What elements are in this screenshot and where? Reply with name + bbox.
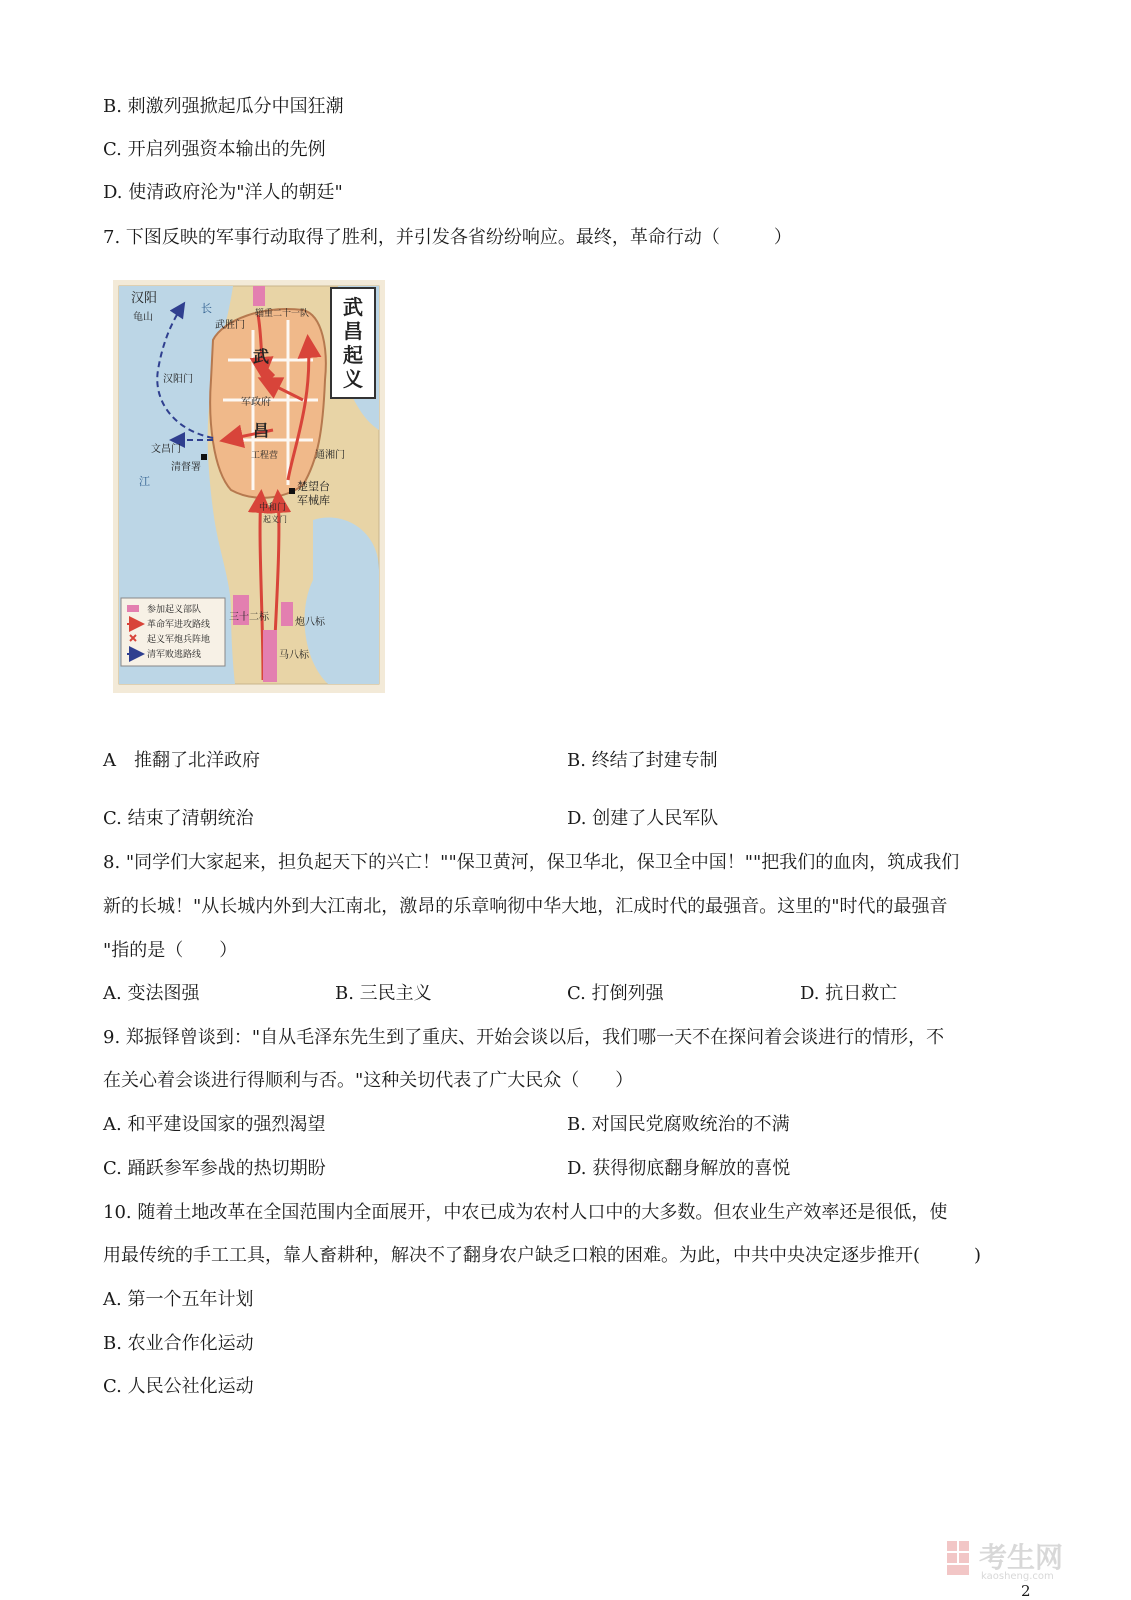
q8-line-1: 8. "同学们大家起来，担负起天下的兴亡！""保卫黄河，保卫华北，保卫全中国！""把我们的血肉，筑成我们 <box>103 852 960 873</box>
q10-line-2: 用最传统的手工工具，靠人畜耕种，解决不了翻身农户缺乏口粮的困难。为此，中共中央决定逐步推开( ) <box>103 1245 982 1266</box>
q10-line-1: 10. 随着土地改革在全国范围内全面展开，中农已成为农村人口中的大多数。但农业生产效率还是很低，使 <box>103 1202 948 1223</box>
q10-option-b: B. 农业合作化运动 <box>103 1333 254 1354</box>
kaosheng-logo-icon <box>945 1537 1115 1581</box>
label-qi-yi-men: 起义门 <box>263 515 287 524</box>
q9-option-a: A. 和平建设国家的强烈渴望 <box>103 1114 326 1135</box>
legend-item-attack-route: 革命军进攻路线 <box>147 620 211 630</box>
q8-line-3: "指的是（ ） <box>103 940 238 961</box>
q8-option-c: C. 打倒列强 <box>567 983 664 1004</box>
legend-item-artillery: 起义军炮兵阵地 <box>147 635 211 645</box>
label-hanyang-men: 汉阳门 <box>163 374 193 385</box>
q10-option-a: A. 第一个五年计划 <box>103 1289 254 1310</box>
q9-line-2: 在关心着会谈进行得顺利与否。"这种关切代表了广大民众（ ） <box>103 1070 634 1091</box>
q6-option-b: B. 刺激列强掀起瓜分中国狂潮 <box>103 96 344 117</box>
label-chang: 长 <box>201 302 212 315</box>
label-pao-ba-biao: 炮八标 <box>295 617 325 628</box>
q7-option-a: A 推翻了北洋政府 <box>103 750 260 771</box>
lake-south <box>305 517 379 684</box>
map-title-char-3: 起 <box>343 343 363 367</box>
map-title-char-2: 昌 <box>343 319 363 343</box>
q7-option-d: D. 创建了人民军队 <box>567 808 719 829</box>
q9-option-b: B. 对国民党腐败统治的不满 <box>567 1114 790 1135</box>
q7-option-c: C. 结束了清朝统治 <box>103 808 254 829</box>
label-san-shi-er-biao: 三十二标 <box>229 612 269 623</box>
q8-option-a: A. 变法图强 <box>103 983 200 1004</box>
q7-option-b: B. 终结了封建专制 <box>567 750 718 771</box>
legend-item-retreat-route: 清军败逃路线 <box>147 650 202 660</box>
label-chang-city: 昌 <box>253 421 270 440</box>
label-wenchang-men: 文昌门 <box>151 444 181 455</box>
legend-item-troops: 参加起义部队 <box>147 605 202 615</box>
label-hui-chong: 辎重二十一队 <box>255 309 310 319</box>
label-hanyang: 汉阳 <box>131 291 158 306</box>
label-zhong-he-men: 中和门 <box>259 503 287 513</box>
q8-option-b: B. 三民主义 <box>335 983 432 1004</box>
label-chu-wang-tai: 楚望台 <box>297 480 330 493</box>
label-jiang: 江 <box>139 475 150 488</box>
wuchang-uprising-map <box>113 280 385 693</box>
q8-option-d: D. 抗日救亡 <box>800 983 898 1004</box>
watermark-text: 考生网 <box>979 1541 1064 1574</box>
label-qing-du-shu: 清督署 <box>171 462 201 473</box>
page-number: 2 <box>1021 1582 1031 1600</box>
label-jun-zheng-fu: 军政府 <box>241 397 271 408</box>
map-figure <box>113 280 385 693</box>
label-tong-xiang-men: 通湘门 <box>315 450 345 461</box>
q9-option-d: D. 获得彻底翻身解放的喜悦 <box>567 1158 791 1179</box>
map-title-char-1: 武 <box>343 295 363 319</box>
q8-line-2: 新的长城！"从长城内外到大江南北，激昂的乐章响彻中华大地，汇成时代的最强音。这里的"时代的最强音 <box>103 896 948 917</box>
q9-line-1: 9. 郑振铎曾谈到："自从毛泽东先生到了重庆、开始会谈以后，我们哪一天不在探问着会谈进行的情形，不 <box>103 1027 945 1048</box>
label-guishan: 龟山 <box>133 312 153 323</box>
q6-option-d: D. 使清政府沦为"洋人的朝廷" <box>103 182 343 203</box>
watermark-url: kaosheng.com <box>981 1571 1054 1581</box>
label-ma-ba-biao: 马八标 <box>279 650 309 661</box>
q6-option-c: C. 开启列强资本输出的先例 <box>103 139 326 160</box>
label-wusheng-men: 武胜门 <box>215 320 245 331</box>
q10-option-c: C. 人民公社化运动 <box>103 1376 254 1397</box>
label-gong-cheng-ying: 工程营 <box>251 451 279 461</box>
label-jun-xie-ku: 军械库 <box>297 494 330 507</box>
q7-stem: 7. 下图反映的军事行动取得了胜利，并引发各省纷纷响应。最终，革命行动（ ） <box>103 227 792 248</box>
label-wu: 武 <box>253 347 270 366</box>
q9-option-c: C. 踊跃参军参战的热切期盼 <box>103 1158 326 1179</box>
kaosheng-watermark <box>945 1537 1115 1581</box>
map-title-char-4: 义 <box>343 367 363 391</box>
